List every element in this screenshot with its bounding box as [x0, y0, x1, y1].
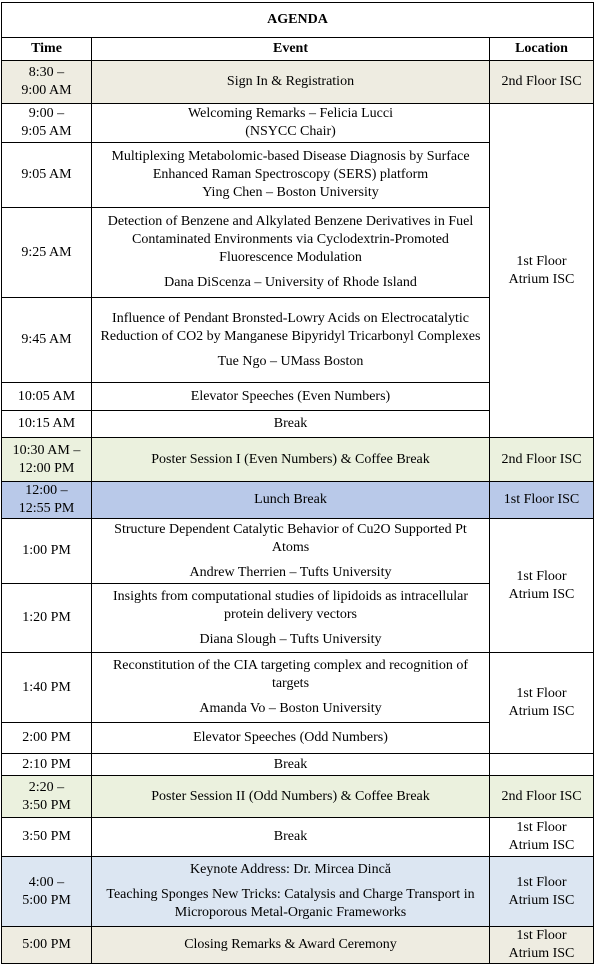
- event-cell: Welcoming Remarks – Felicia Lucci (NSYCC Chair): [92, 104, 490, 143]
- time-cell: 1:40 PM: [2, 653, 92, 723]
- time-cell: 3:50 PM: [2, 818, 92, 857]
- table-row: [2, 104, 594, 143]
- event-cell: Closing Remarks & Award Ceremony: [92, 927, 490, 964]
- event-cell: Elevator Speeches (Odd Numbers): [92, 723, 490, 754]
- time-cell: 9:00 – 9:05 AM: [2, 104, 92, 143]
- table-row: [2, 857, 594, 927]
- time-cell: 9:25 AM: [2, 208, 92, 298]
- location-cell: 2nd Floor ISC: [490, 438, 594, 482]
- location-cell: 1st Floor Atrium ISC: [490, 857, 594, 927]
- event-cell: Detection of Benzene and Alkylated Benzene Derivatives in Fuel Contaminated Environments via Cyclodextrin-Promoted Fluorescence Modulation Dana DiScenza – University of Rhode Island: [92, 208, 490, 298]
- time-cell: 5:00 PM: [2, 927, 92, 964]
- time-cell: 4:00 – 5:00 PM: [2, 857, 92, 927]
- location-cell: 1st Floor Atrium ISC: [490, 653, 594, 754]
- time-cell: 10:05 AM: [2, 383, 92, 411]
- event-cell: Break: [92, 411, 490, 438]
- table-row: [2, 519, 594, 584]
- event-cell: Lunch Break: [92, 482, 490, 519]
- table-row: [2, 818, 594, 857]
- event-cell: Break: [92, 754, 490, 776]
- event-cell: Reconstitution of the CIA targeting complex and recognition of targets Amanda Vo – Boston University: [92, 653, 490, 723]
- location-header: Location: [490, 38, 594, 61]
- event-header: Event: [92, 38, 490, 61]
- time-header: Time: [2, 38, 92, 61]
- time-cell: 9:05 AM: [2, 143, 92, 208]
- time-cell: 2:10 PM: [2, 754, 92, 776]
- location-cell: 1st Floor ISC: [490, 482, 594, 519]
- location-cell: 1st Floor Atrium ISC: [490, 818, 594, 857]
- time-cell: 9:45 AM: [2, 298, 92, 383]
- table-row: [2, 776, 594, 818]
- time-cell: 12:00 – 12:55 PM: [2, 482, 92, 519]
- time-cell: 1:00 PM: [2, 519, 92, 584]
- event-cell: Keynote Address: Dr. Mircea Dincă Teaching Sponges New Tricks: Catalysis and Charge Transport in Microporous Metal-Organic Frameworks: [92, 857, 490, 927]
- title-row: [2, 3, 594, 38]
- event-cell: Poster Session II (Odd Numbers) & Coffee Break: [92, 776, 490, 818]
- table-row: [2, 438, 594, 482]
- time-cell: 1:20 PM: [2, 584, 92, 653]
- table-row: [2, 482, 594, 519]
- agenda-table: [1, 2, 594, 964]
- table-row: [2, 61, 594, 104]
- event-cell: Sign In & Registration: [92, 61, 490, 104]
- table-row: [2, 927, 594, 964]
- event-cell: Break: [92, 818, 490, 857]
- time-cell: 10:30 AM – 12:00 PM: [2, 438, 92, 482]
- table-row: [2, 754, 594, 776]
- agenda-title: AGENDA: [2, 3, 594, 38]
- time-cell: 8:30 – 9:00 AM: [2, 61, 92, 104]
- location-cell: 2nd Floor ISC: [490, 61, 594, 104]
- time-cell: 2:20 – 3:50 PM: [2, 776, 92, 818]
- time-cell: 10:15 AM: [2, 411, 92, 438]
- location-cell: 1st Floor Atrium ISC: [490, 927, 594, 964]
- header-row: [2, 38, 594, 61]
- location-cell: 1st Floor Atrium ISC: [490, 519, 594, 653]
- location-cell: 2nd Floor ISC: [490, 776, 594, 818]
- location-cell: 1st Floor Atrium ISC: [490, 104, 594, 438]
- event-cell: Structure Dependent Catalytic Behavior of Cu2O Supported Pt Atoms Andrew Therrien – Tufts University: [92, 519, 490, 584]
- event-cell: Poster Session I (Even Numbers) & Coffee Break: [92, 438, 490, 482]
- event-cell: Insights from computational studies of lipidoids as intracellular protein delivery vectors Diana Slough – Tufts University: [92, 584, 490, 653]
- location-cell-empty: [490, 754, 594, 776]
- event-cell: Influence of Pendant Bronsted-Lowry Acids on Electrocatalytic Reduction of CO2 by Manganese Bipyridyl Tricarbonyl Complexes Tue Ngo – UMass Boston: [92, 298, 490, 383]
- time-cell: 2:00 PM: [2, 723, 92, 754]
- event-cell: Multiplexing Metabolomic-based Disease Diagnosis by Surface Enhanced Raman Spectroscopy (SERS) platform Ying Chen – Boston University: [92, 143, 490, 208]
- table-row: [2, 653, 594, 723]
- event-cell: Elevator Speeches (Even Numbers): [92, 383, 490, 411]
